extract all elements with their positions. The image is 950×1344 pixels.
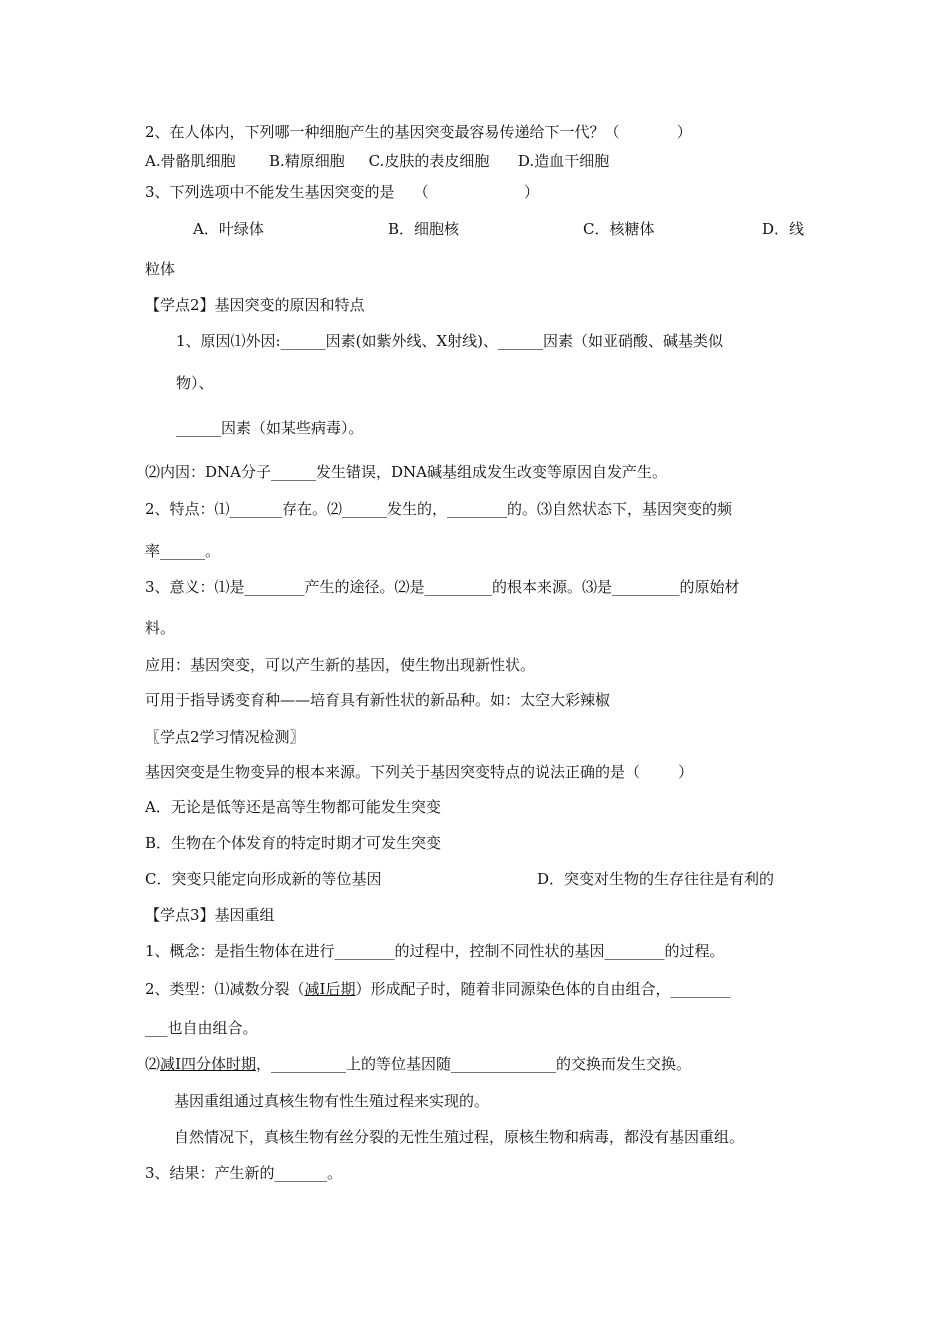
- section-2-title: 【学点2】基因突变的原因和特点: [145, 296, 365, 314]
- recombination-result: 3、结果：产生新的_______。: [145, 1164, 343, 1182]
- question-3-option-d-wrap: 粒体: [145, 260, 176, 278]
- underlined-term: 减Ⅰ四分体时期: [160, 1055, 256, 1073]
- check-option-d: D．突变对生物的生存往往是有利的: [537, 870, 775, 888]
- recombination-type-2: ⑵减Ⅰ四分体时期，__________上的等位基因随______________的交换而发生交换。: [145, 1055, 691, 1073]
- section-3-title: 【学点3】基因重组: [145, 906, 275, 924]
- cause-biological: ______因素（如某些病毒）。: [176, 419, 364, 437]
- recombination-type-1-wrap: ___也自由组合。: [145, 1019, 258, 1037]
- cause-external: 1、原因⑴外因:______因素(如紫外线、X射线)、______因素（如亚硝酸、碱基类似: [176, 332, 723, 350]
- check-option-b: B．生物在个体发育的特定时期才可发生突变: [145, 834, 442, 852]
- question-2-options: A.骨骼肌细胞 B.精原细胞 C.皮肤的表皮细胞 D.造血干细胞: [145, 152, 610, 170]
- significance-wrap: 料。: [145, 619, 176, 637]
- recombination-type-1: 2、类型：⑴减数分裂（减Ⅰ后期）形成配子时，随着非同源染色体的自由组合，________: [145, 980, 731, 998]
- underlined-term: 减Ⅰ后期: [304, 980, 356, 998]
- check-title: 〖学点2学习情况检测〗: [145, 728, 305, 746]
- check-question: 基因突变是生物变异的根本来源。下列关于基因突变特点的说法正确的是（ ）: [145, 763, 694, 781]
- note-no-recombination: 自然情况下，真核生物有丝分裂的无性生殖过程，原核生物和病毒，都没有基因重组。: [174, 1128, 745, 1146]
- note-sexual-reproduction: 基因重组通过真核生物有性生殖过程来实现的。: [174, 1092, 490, 1110]
- significance: 3、意义：⑴是________产生的途径。⑵是_________的根本来源。⑶是_________的原始材: [145, 578, 740, 596]
- question-3: 3、下列选项中不能发生基因突变的是 （ ）: [145, 183, 539, 201]
- check-option-c: C．突变只能定向形成新的等位基因: [145, 870, 382, 888]
- question-3-option-c: C．核糖体: [583, 220, 655, 238]
- question-3-option-b: B．细胞核: [388, 220, 460, 238]
- cause-external-wrap: 物）、: [176, 374, 214, 392]
- features-wrap: 率______。: [145, 542, 221, 560]
- question-2: 2、在人体内，下列哪一种细胞产生的基因突变最容易传递给下一代？（ ）: [145, 123, 692, 141]
- application-2: 可用于指导诱变育种——培育具有新性状的新品种。如：太空大彩辣椒: [145, 691, 611, 709]
- check-option-a: A．无论是低等还是高等生物都可能发生突变: [145, 798, 441, 816]
- cause-internal: ⑵内因：DNA分子______发生错误，DNA碱基组成发生改变等原因自发产生。: [145, 463, 667, 481]
- question-3-option-d: D．线: [762, 220, 805, 238]
- question-3-option-a: A．叶绿体: [193, 220, 264, 238]
- recombination-concept: 1、概念：是指生物体在进行________的过程中，控制不同性状的基因________的过程。: [145, 942, 725, 960]
- application-1: 应用：基因突变，可以产生新的基因，使生物出现新性状。: [145, 656, 536, 674]
- features: 2、特点：⑴_______存在。⑵______发生的，________的。⑶自然状态下，基因突变的频: [145, 500, 733, 518]
